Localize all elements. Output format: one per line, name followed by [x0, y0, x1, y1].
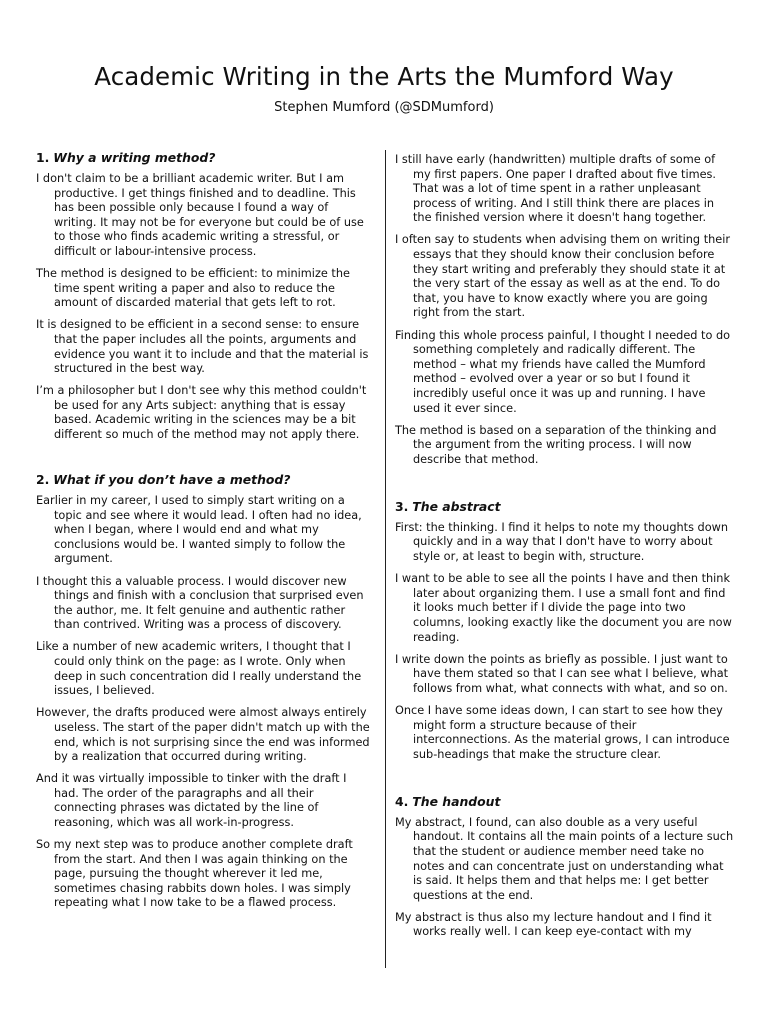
- paragraph: The method is designed to be efficient: to minimize the time spent writing a paper and also to reduce the amount of discarded material that gets left to rot.: [36, 267, 350, 310]
- paragraph: My abstract, I found, can also double as a very useful handout. It contains all the main points of a lecture such that the student or audience member need take no notes and can concentrate just on understanding what is said. It helps them and that helps me: I get better questions at the end.: [395, 815, 734, 902]
- section-title: The handout: [412, 793, 501, 809]
- section-no-method: [36, 472, 374, 911]
- section-number: 4.: [395, 793, 409, 809]
- section-the-handout: [395, 794, 735, 940]
- section-spacer: [36, 450, 374, 472]
- paragraph: And it was virtually impossible to tinker with the draft I had. The order of the paragraphs and all their connecting phrases was dictated by the line of reasoning, which was all work-in-progress.: [36, 772, 347, 829]
- paragraph: Like a number of new academic writers, I thought that I could only think on the page: as I wrote. Only when deep in such concentration did I really understand the issues, I believed.: [36, 640, 362, 698]
- section-number: 2.: [36, 472, 50, 488]
- section-number: 3.: [395, 498, 409, 514]
- column-divider: [385, 150, 386, 968]
- paragraph: Finding this whole process painful, I thought I needed to do something completely and radically different. The method – what my friends have called the Mumford method – evolved over a year or so but I found it incredibly useful once it was up and running. I have used it ever since.: [395, 328, 731, 415]
- paragraph: I write down the points as briefly as possible. I just want to have them stated so that I can see what I believe, what follows from what, what connects with what, and so on.: [395, 652, 729, 695]
- paragraph: First: the thinking. I find it helps to note my thoughts down quickly and in a way that I don't have to worry about style or, at least to begin with, structure.: [395, 520, 729, 564]
- section-spacer: [395, 475, 735, 499]
- paragraph: I want to be able to see all the points I have and then think later about organizing them. I use a small font and find it looks much better if I divide the page into two columns, looking exactly like the document you are now reading.: [395, 572, 732, 644]
- section-title: The abstract: [412, 498, 501, 514]
- paragraph: I still have early (handwritten) multiple drafts of some of my first papers. One paper I drafted about five times. That was a lot of time spent in a rather unpleasant process of writing. And I still think there are places in the finished version where it doesn't hang together.: [395, 153, 717, 225]
- left-column: [36, 150, 374, 919]
- paragraph: I thought this a valuable process. I would discover new things and finish with a conclusion that surprised even the author, me. It felt genuine and authentic rather than contrived. Writing was a process of discovery.: [36, 574, 364, 632]
- document-author: Stephen Mumford (@SDMumford): [274, 100, 494, 115]
- section-heading: [395, 499, 735, 514]
- paragraph: The method is based on a separation of the thinking and the argument from the writing process. I will now describe that method.: [395, 423, 717, 466]
- section-the-abstract: [395, 499, 735, 762]
- section-heading: [36, 472, 374, 487]
- section-heading: [36, 150, 374, 165]
- paragraph: I often say to students when advising them on writing their essays that they should know their conclusion before they start writing and preferably they should state it at the very start of the essay as well as at the end. To do that, you have to know exactly where you are going right from the start.: [395, 233, 731, 320]
- section-heading: [395, 794, 735, 809]
- section-why-a-writing-method: [36, 150, 374, 443]
- section-title: Why a writing method?: [53, 150, 216, 165]
- section-spacer: [395, 770, 735, 794]
- paragraph: So my next step was to produce another complete draft from the start. And then I was again thinking on the page, pursuing the thought wherever it led me, sometimes chasing rabbits down holes. I was simply repeating what I now take to be a flawed process.: [36, 838, 353, 910]
- paragraph: Once I have some ideas down, I can start to see how they might form a structure because of their interconnections. As the material grows, I can introduce sub-headings that make the structure clear.: [395, 703, 730, 761]
- paragraph: Earlier in my career, I used to simply start writing on a topic and see where it would lead. I often had no idea, when I began, where I would end and what my conclusions would be. I wanted simply to follow the argument.: [36, 494, 362, 566]
- paragraph: However, the drafts produced were almost always entirely useless. The start of the paper didn't match up with the end, which is not surprising since the end was informed by a realization that occurred during writing.: [36, 706, 370, 764]
- right-column: [395, 153, 735, 948]
- document-title: Academic Writing in the Arts the Mumford Way: [94, 62, 674, 91]
- section-title: What if you don’t have a method?: [53, 472, 291, 488]
- section-number: 1.: [36, 150, 50, 165]
- section-continued: [395, 153, 735, 467]
- paragraph: My abstract is thus also my lecture handout and I find it works really well. I can keep eye-contact with my: [395, 910, 712, 939]
- paragraph: I’m a philosopher but I don't see why this method couldn't be used for any Arts subject: anything that is essay based. Academic writing in the sciences may be a bit different so much of the method may not apply there.: [36, 384, 367, 441]
- paragraph: It is designed to be efficient in a second sense: to ensure that the paper includes all the points, arguments and evidence you want it to include and that the material is structured in the best way.: [36, 318, 369, 376]
- paragraph: I don't claim to be a brilliant academic writer. But I am productive. I get things finished and to deadline. This has been possible only because I found a way of writing. It may not be for everyone but could be of use to those who finds academic writing a stressful, or difficult or labour-intensive process.: [36, 172, 364, 258]
